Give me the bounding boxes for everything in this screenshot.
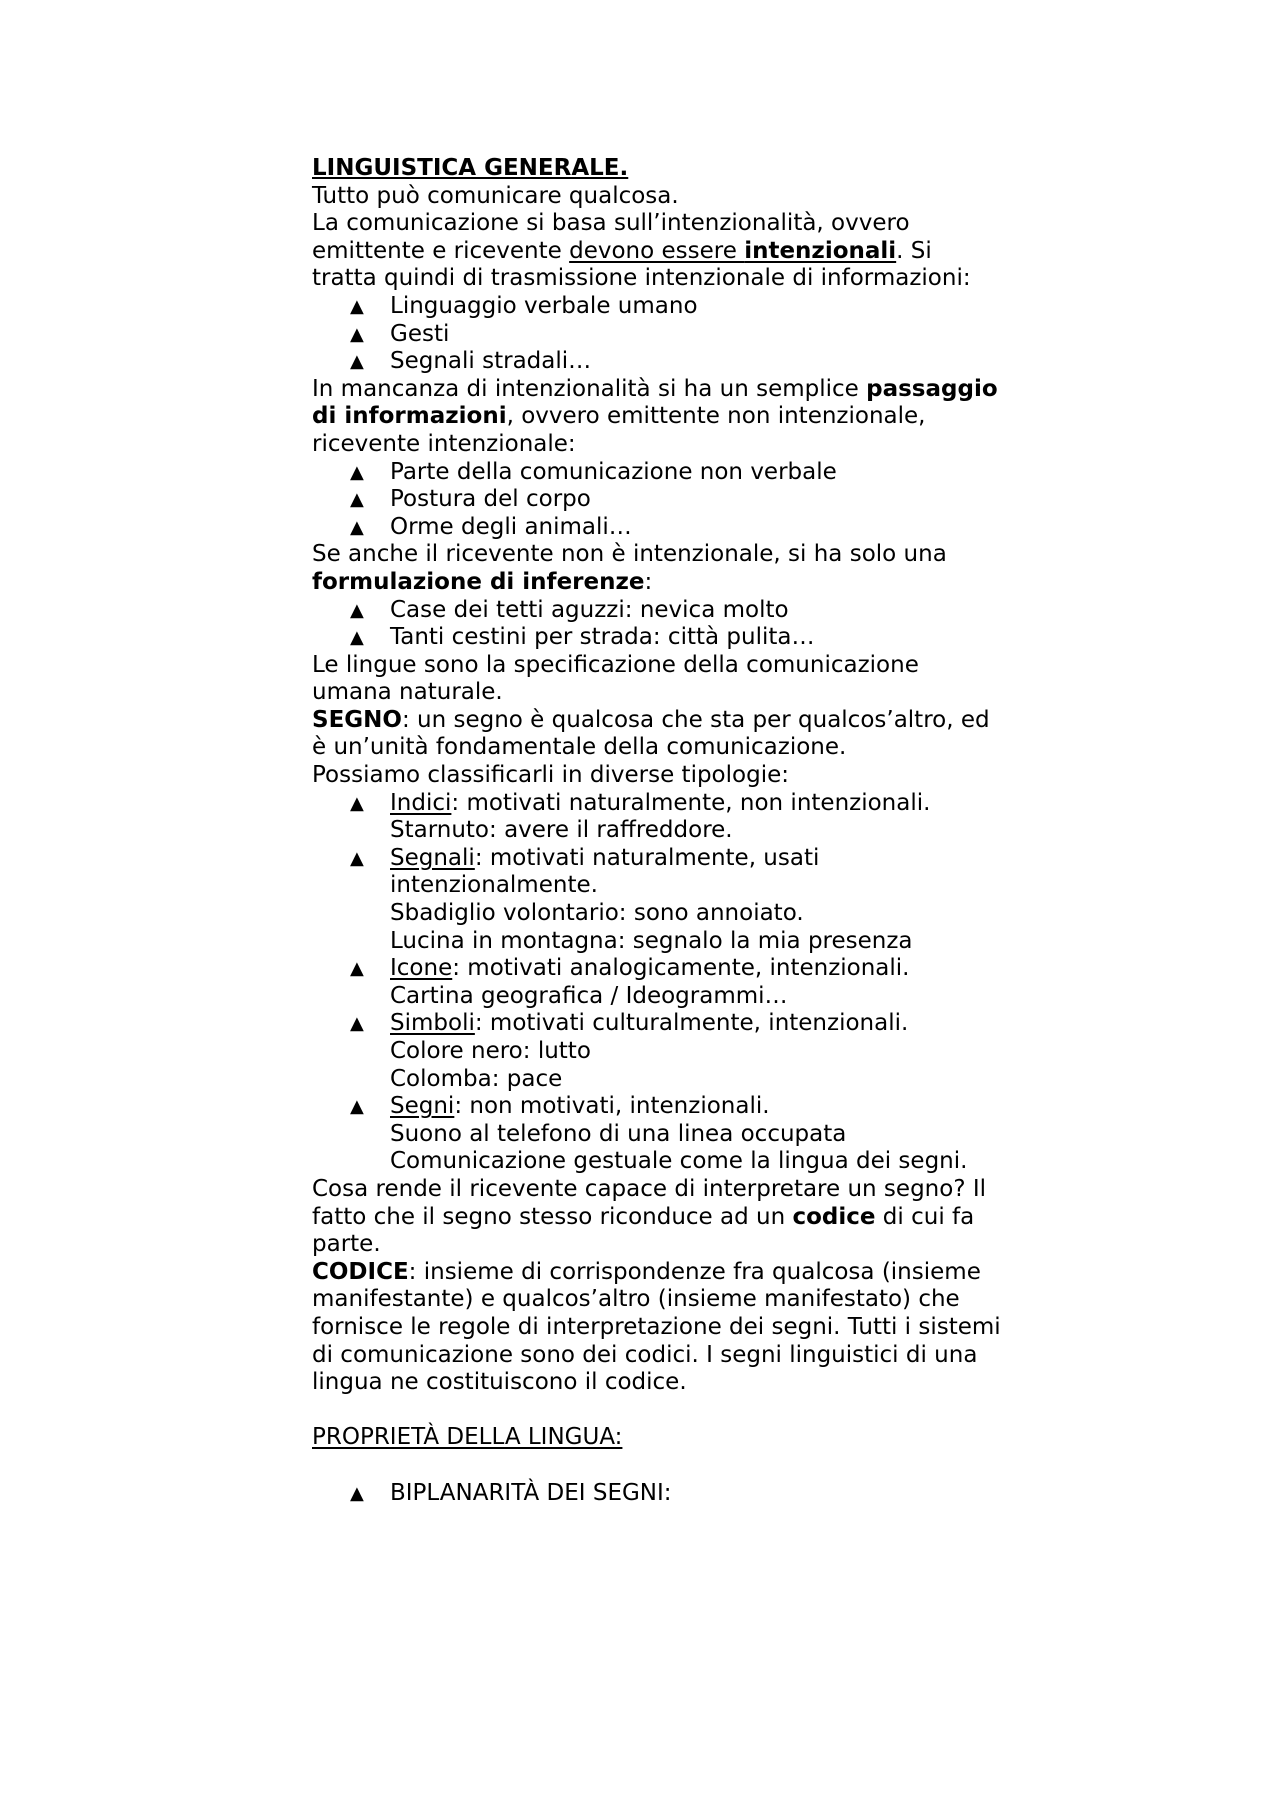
triangle-bullet-icon: ▲ [350,323,364,345]
list-inferenze [312,597,1002,652]
triangle-bullet-icon: ▲ [350,958,364,980]
list-item: ▲ Parte della comunicazione non verbale [350,458,837,485]
example-line: Starnuto: avere il raffreddore. [390,817,733,844]
list-item: ▲ BIPLANARITÀ DEI SEGNI: [350,1479,672,1506]
triangle-bullet-icon: ▲ [350,792,364,814]
document-page [312,155,1002,1507]
list-item: ▲ Postura del corpo [350,486,591,513]
lingue-paragraph: Le lingue sono la specificazione della comunicazione umana naturale. [312,651,919,706]
triangle-bullet-icon: ▲ [350,1013,364,1035]
list-item: ▲ Case dei tetti aguzzi: nevica molto [350,596,789,623]
list-tipologie [312,790,1002,1176]
list-comunicazione [312,293,1002,376]
triangle-bullet-icon: ▲ [350,1096,364,1118]
triangle-bullet-icon: ▲ [350,295,364,317]
tipologia-icone: ▲ Icone: motivati analogicamente, intenzionali. Cartina geografica / Ideogrammi… [350,955,1002,1010]
triangle-bullet-icon: ▲ [350,599,364,621]
passaggio-paragraph: In mancanza di intenzionalità si ha un semplice passaggio di informazioni, ovvero emittente non intenzionale, ricevente intenzionale: [312,375,998,457]
example-line: Cartina geografica / Ideogrammi… [390,982,788,1009]
tipologia-segni: ▲ Segni: non motivati, intenzionali. Suono al telefono di una linea occupata Comunicazione gestuale come la lingua dei segni. [350,1093,1002,1176]
list-item: ▲ Segnali stradali… [350,348,592,375]
segno-definition: SEGNO: un segno è qualcosa che sta per qualcos’altro, ed è un’unità fondamentale della comunicazione. [312,706,990,761]
example-line: Colomba: pace [390,1065,563,1092]
example-line: Sbadiglio volontario: sono annoiato. [390,900,804,927]
spacer [312,1452,1002,1480]
list-item: ▲ Gesti [350,320,450,347]
triangle-bullet-icon: ▲ [350,1482,364,1504]
list-item: ▲ Linguaggio verbale umano [350,292,698,319]
intro-line: Tutto può comunicare qualcosa. [312,182,679,209]
intro-paragraph: La comunicazione si basa sull’intenzionalità, ovvero emittente e ricevente devono essere intenzionali. Si tratta quindi di trasmissione intenzionale di informazioni: [312,210,971,292]
tipologia-segnali: ▲ Segnali: motivati naturalmente, usati intenzionalmente. Sbadiglio volontario: sono annoiato. Lucina in montagna: segnalo la mia presenza [350,845,1002,955]
triangle-bullet-icon: ▲ [350,516,364,538]
inferenze-paragraph: Se anche il ricevente non è intenzionale, si ha solo una formulazione di inferenze: [312,541,947,595]
example-line: Comunicazione gestuale come la lingua dei segni. [390,1148,968,1175]
document-title: LINGUISTICA GENERALE. [312,155,629,181]
codice-definition: CODICE: insieme di corrispondenze fra qualcosa (insieme manifestante) e qualcos’altro (insieme manifestato) che fornisce le regole di interpretazione dei segni. Tutti i sistemi di comunicazione sono dei codici. I segni linguistici di una lingua ne costituiscono il codice. [312,1258,1001,1396]
spacer [312,1397,1002,1425]
list-passaggio [312,459,1002,542]
codice-question: Cosa rende il ricevente capace di interpretare un segno? Il fatto che il segno stesso riconduce ad un codice di cui fa parte. [312,1175,987,1258]
list-item: ▲ Orme degli animali… [350,513,632,540]
tipologia-indici: ▲ Indici: motivati naturalmente, non intenzionali. Starnuto: avere il raffreddore. [350,790,1002,845]
tipologia-simboli: ▲ Simboli: motivati culturalmente, intenzionali. Colore nero: lutto Colomba: pace [350,1010,1002,1093]
example-line: Suono al telefono di una linea occupata [390,1120,847,1147]
triangle-bullet-icon: ▲ [350,461,364,483]
classificazione-line: Possiamo classificarli in diverse tipologie: [312,762,789,789]
list-item: ▲ Tanti cestini per strada: città pulita… [350,624,815,651]
example-line: Colore nero: lutto [390,1038,591,1064]
triangle-bullet-icon: ▲ [350,847,364,869]
example-line: Lucina in montagna: segnalo la mia presenza [390,927,913,954]
triangle-bullet-icon: ▲ [350,489,364,511]
triangle-bullet-icon: ▲ [350,627,364,649]
triangle-bullet-icon: ▲ [350,351,364,373]
list-proprieta [312,1480,1002,1508]
section-heading-proprieta: PROPRIETÀ DELLA LINGUA: [312,1424,623,1451]
